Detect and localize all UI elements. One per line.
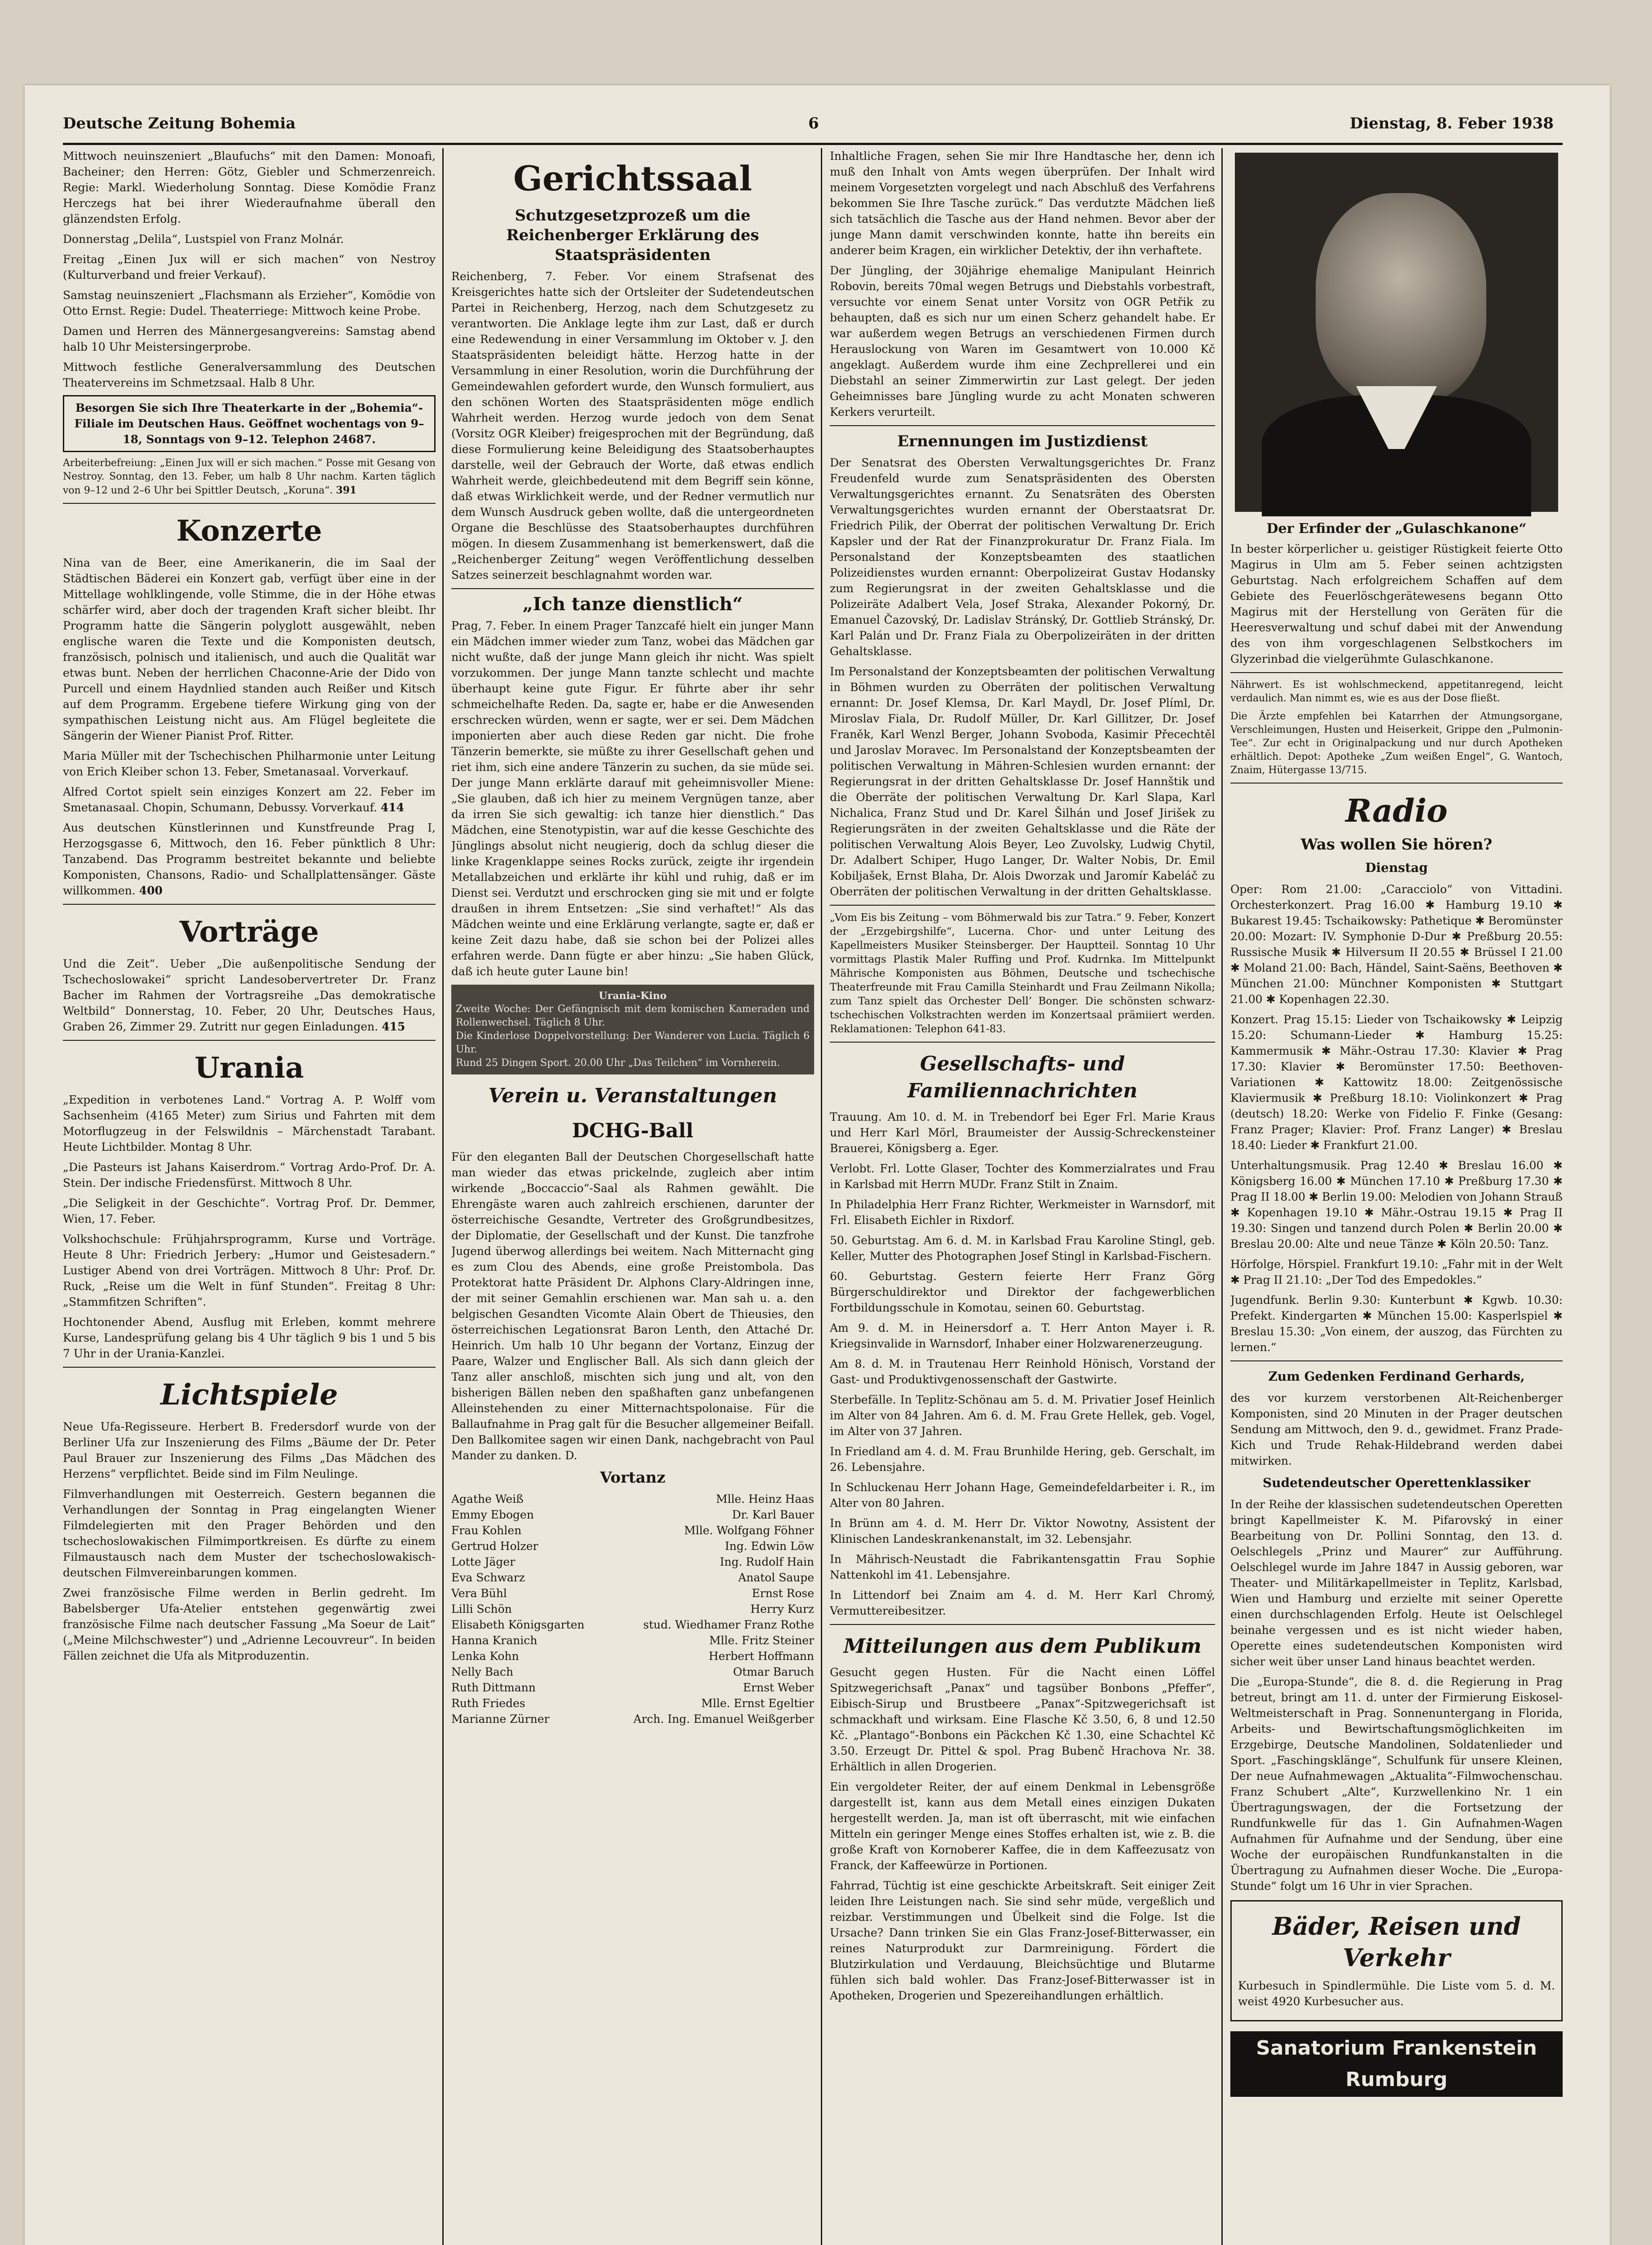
radio-subtitle: Was wollen Sie hören? — [1300, 836, 1493, 854]
vortanz-gentleman: Mlle. Ernst Egeltier — [701, 1697, 814, 1710]
section-title-publikum: Mitteilungen aus dem Publikum — [843, 1635, 1202, 1658]
vortanz-lady: Emmy Ebogen — [451, 1508, 534, 1521]
vortanz-row — [451, 1617, 814, 1633]
urania-item: „Expedition in verbotenes Land.“ Vortrag A. P. Wolff vom Sachsenheim (4165 Meter) zum Sirius und Fahrten mit dem Motorflugzeug in der Felswildnis – Märchenstadt Tarabant. Heute Lichtbilder. Montag 8 Uhr. — [63, 1093, 436, 1153]
section-title-gesellschaft: Gesellschafts- und Familiennachrichten — [907, 1052, 1138, 1102]
cinema-item: Die Kinderlose Doppelvorstellung: Der Wanderer von Lucia. Täglich 6 Uhr. — [456, 1030, 810, 1055]
gesellschaft-item: In Mährisch-Neustadt die Fabrikantensgattin Frau Sophie Nattenkohl im 41. Lebensjahre. — [830, 1553, 1215, 1581]
theater-ticket-box: Besorgen Sie sich Ihre Theaterkarte in der „Bohemia“-Filiale im Deutschen Haus. Geöffnet wochentags von 9–18, Sonntags von 9–12. Telephon 24687. — [63, 395, 436, 452]
column-rule — [442, 148, 444, 2245]
vortanz-lady: Lenka Kohn — [451, 1650, 519, 1663]
column-4 — [1230, 148, 1563, 2245]
gesellschaft-item: 60. Geburtstag. Gestern feierte Herr Franz Görg Bürgerschuldirektor und Direktor der fachgewerblichen Fortbildungsschule in Komotau, seinen 60. Geburtstag. — [830, 1270, 1215, 1314]
page-number: 6 — [808, 114, 819, 132]
theater-item: Samstag neuinszeniert „Flachsmann als Erzieher“, Komödie von Otto Ernst. Regie: Dudel. Theaterriege: Mittwoch keine Probe. — [63, 289, 436, 317]
gesellschaft-list — [830, 1109, 1215, 1619]
divider — [830, 425, 1215, 426]
gesellschaft-item: In Littendorf bei Znaim am 4. d. M. Herr Karl Chromý, Vermuttereibesitzer. — [830, 1589, 1215, 1617]
vortanz-gentleman: Dr. Karl Bauer — [732, 1508, 814, 1521]
operetten-text: Die „Europa-Stunde“, die 8. d. die Regierung in Prag betreut, bringt am 11. d. unter der Firmierung Eiskosel-Weltmeisterschaft in Prag. Sonnenuntergang in Florida, Arbeits- und Bewirtschaftungsmöglichkeiten im Erzgebirge, Deutsche Mandolinen, Soldatenlieder und Sport. „Faschingsklänge“, Schulfunk für unsere Kleinen, Der neue Aufnahmewagen „Aktualita“-Filmwochenschau. Franz Schubert „Alte“, Kurzwellenkino Nr. 1 ein Übertragungswagen, der die Fortsetzung der Rundfunkwelle für das 1. Gin Aufnahmen-Wagen Aufnahmen für Aufnahme und der Sendung, über eine Woche der europäischen Rundfunkanstalten in die Übertragung zu Aufnahmen dieser Woche. Die „Europa-Stunde“ folgt um 16 Uhr in vier Sprachen. — [1230, 1675, 1563, 1893]
vortanz-lady: Lotte Jäger — [451, 1555, 515, 1568]
theater-item: Damen und Herren des Männergesangvereins: Samstag abend halb 10 Uhr Meistersingerprobe. — [63, 325, 436, 353]
publikum-item: Fahrrad, Tüchtig ist eine geschickte Arbeitskraft. Seit einiger Zeit leiden Ihre Leistungen nach. Sie sind sehr müde, vergeßlich und reizbar. Verstimmungen und Übelkeit sind die Folge. Ist die Ursache? Dann trinken Sie ein Glas Franz-Josef-Bitterwasser, ein reines Naturprodukt zur Darmreinigung. Fördert die Blutzirkulation und Verdauung, Bleichsüchtige und Blutarme fühlen sich bald wohler. Das Franz-Josef-Bitterwasser ist in Apotheken, Drogerien und Spezereihandlungen erhältlich. — [830, 1879, 1215, 2002]
gesellschaft-item: In Brünn am 4. d. M. Herr Dr. Viktor Nowotny, Assistent der Klinischen Landeskrankenanstalt, im 32. Lebensjahr. — [830, 1517, 1215, 1545]
vortrag-item: Und die Zeit“. Ueber „Die außenpolitische Sendung der Tschechoslowakei“ spricht Landesobervertreter Dr. Franz Bacher im Rahmen der Vortragsreihe „Das demokratische Weltbild“ Donnerstag, 10. Feber, 20 Uhr, Deutsches Haus, Graben 26, Zimmer 29. Zutritt nur gegen Einladungen. 415 — [63, 957, 436, 1033]
vortanz-gentleman: Mlle. Fritz Steiner — [709, 1634, 814, 1647]
vortanz-lady: Marianne Zürner — [451, 1712, 550, 1726]
vortanz-row — [451, 1664, 814, 1680]
vortanz-gentleman: Arch. Ing. Emanuel Weißgerber — [633, 1712, 814, 1726]
vortanz-row — [451, 1507, 814, 1523]
ball-name: DCHG-Ball — [572, 1119, 694, 1142]
radio-item: Jugendfunk. Berlin 9.30: Kunterbunt ✱ Kgwb. 10.30: Prefekt. Kindergarten ✱ München 15.00: Kasperlspiel ✱ Breslau 15.30: „Von einem, der auszog, das Fürchten zu lernen.“ — [1230, 1294, 1563, 1354]
cinema-title: Urania-Kino — [599, 990, 667, 1002]
film-item: Zwei französische Filme werden in Berlin gedreht. Im Babelsberger Ufa-Atelier entstehen gegenwärtig zwei französische Filme nach deutscher Fassung „Ma Soeur de Lait“ („Meine Milchschwester“) und „Adrienne Lecouvreur“. In beiden Fällen zeichnet die Ufa als Mitproduzentin. — [63, 1586, 436, 1662]
vortanz-gentleman: Ing. Rudolf Hain — [720, 1555, 814, 1568]
vortanz-lady: Lilli Schön — [451, 1602, 512, 1616]
theater-item: Mittwoch neuinszeniert „Blaufuchs“ mit den Damen: Monoafi, Bacheiner; den Herren: Götz, Giebler und Schmerzenreich. Regie: Markl. Wiederholung Sonntag. Diese Komödie Franz Herczegs hat bei ihrer Wiederaufnahme überall den glänzendsten Erfolg. — [63, 150, 436, 225]
portrait-photo — [1235, 153, 1558, 512]
column-3 — [830, 148, 1215, 2245]
vortanz-gentleman: Ing. Edwin Löw — [725, 1540, 814, 1553]
gesellschaft-item: Am 9. d. M. in Heinersdorf a. T. Herr Anton Mayer i. R. Kriegsinvalide in Warnsdorf, Inhaber einer Holzwarenerzeugung. — [830, 1321, 1215, 1350]
divider — [1230, 783, 1563, 784]
radio-item: Unterhaltungsmusik. Prag 12.40 ✱ Breslau 16.00 ✱ Königsberg 16.00 ✱ München 17.10 ✱ Preßburg 17.30 ✱ Prag II 18.00 ✱ Berlin 19.00: Melodien von Johann Strauß ✱ Kopenhagen 19.10 ✱ Mähr.-Ostrau 19.15 ✱ Prag II 19.30: Singen und tanzend durch Polen ✱ Berlin 20.00 ✱ Breslau 20.00: Alte und neue Tänze ✱ Köln 20.50: Tanz. — [1230, 1159, 1563, 1250]
vortanz-lady: Hanna Kranich — [451, 1634, 537, 1647]
publikum-item: Gesucht gegen Husten. Für die Nacht einen Löffel Spitzwegerichsaft „Panax“ und tagsüber Bonbons „Pfeffer“, Eibisch-Sirup und Brustbeere „Panax“-Spitzwegerichsaft ist schmackhaft und wirksam. Eine Flasche Kč 3.50, 6, 8 und 12.50 Kč. „Plantago“-Bonbons ein Päckchen Kč 1.30, eine Schachtel Kč 3.50. Erzeugt Dr. Pittel & spol. Prag Bubenč Hrachova Nr. 38. Erhältlich in allen Drogerien. — [830, 1666, 1215, 1773]
gerhards-text: des vor kurzem verstorbenen Alt-Reichenberger Komponisten, sind 20 Minuten in der Prager deutschen Sendung am Mittwoch, den 9. d., gewidmet. Franz Prade-Kich und Trude Rehak-Hildebrand werden dabei mitwirken. — [1230, 1391, 1563, 1467]
vortanz-row — [451, 1601, 814, 1617]
cinema-listing-box — [451, 985, 814, 1074]
theater-item: Mittwoch festliche Generalversammlung des Deutschen Theatervereins im Schmetzsaal. Halb 8 Uhr. — [63, 361, 436, 389]
section-title-vortraege: Vorträge — [179, 915, 319, 949]
article-body: Prag, 7. Feber. In einem Prager Tanzcafé hielt ein junger Mann ein Mädchen immer wieder zum Tanz, wobei das Mädchen gar nicht wußte, daß der junge Mann gleich ihr nicht. Was spielt vorzukommen. Der junge Mann tanzte schlecht und machte überhaupt keine gute Figur. Er führte aber ihr sehr schmeichelhafte Reden. Da, sagte er, habe er die Anwesenden erschrecken würden, wenn er sagte, wer er sei. Dem Mädchen imponierten aber auch diese Reden gar nicht. Die frohe Tänzerin bemerkte, sie müßte zu ihrer Gesellschaft gehen und riet ihm, sich eine andere Tänzerin zu suchen, da sie müde sei. Der junge Mann erklärte darauf mit geheimnisvoller Miene: „Sie glauben, daß ich hier zu meinem Vergnügen tanze, aber da irren Sie sich gewaltig: ich tanze hier dienstlich.“ Das Mädchen, eine Stenotypistin, war auf die kesse Geschichte des Jünglings absolut nicht neugierig, doch da schlug dieser die linke Kragenklappe seines Rocks zurück, zeigte ihr irgendein Metallabzeichen und erklärte ihr kühl und ruhig, daß er im Dienst sei. Verdutzt und erschrocken ging sie mit und er folgte draußen in ihrem Entsetzen: „Sie sind verhaftet!“ Als das Mädchen weinte und eine Erklärung verlangte, sagte er, daß er keine Zeit dazu habe, daß sie schon bei der Polizei alles erfahren werde. Dann fügte er aber hinzu: „Sie haben Glück, daß ich heute guter Laune bin! — [451, 619, 814, 978]
gesellschaft-item: Verlobt. Frl. Lotte Glaser, Tochter des Kommerzialrates und Frau in Karlsbad mit Herrn MUDr. Franz Stilt in Znaim. — [830, 1162, 1215, 1191]
film-item: Neue Ufa-Regisseure. Herbert B. Fredersdorf wurde von der Berliner Ufa zur Inszenierung des Films „Bäume der Dr. Peter Paul Brauer zur Inszenierung des Films „Das Mädchen des Herzens“ verpflichtet. Beide sind im Film Neulinge. — [63, 1420, 436, 1480]
vortanz-gentleman: Mlle. Wolfgang Föhner — [684, 1524, 814, 1537]
vortanz-row — [451, 1633, 814, 1648]
vortanz-row — [451, 1695, 814, 1711]
column-rule — [1221, 148, 1223, 2245]
divider — [63, 1367, 436, 1368]
theater-item: Freitag „Einen Jux will er sich machen“ von Nestroy (Kulturverband und freier Verkauf). — [63, 253, 436, 282]
article-headline: Schutzgesetzprozeß um die Reichenberger Erklärung des Staatspräsidenten — [506, 207, 759, 264]
vortanz-lady: Ruth Friedes — [451, 1697, 525, 1710]
radio-day: Dienstag — [1365, 860, 1428, 875]
vortanz-row — [451, 1554, 814, 1570]
sanatorium-banner: Sanatorium Frankenstein Rumburg — [1230, 2031, 1563, 2097]
divider — [830, 905, 1215, 906]
concert-notice: „Vom Eis bis Zeitung – vom Böhmerwald bis zur Tatra.“ 9. Feber, Konzert der „Erzgebirgshilfe“, Lucerna. Chor- und unter Leitung des Kapellmeisters Musiker Steinsberger. Der Hauptteil. Sonntag 10 Uhr vormittags Plastik Maler Ruffing und Prof. Kudrnka. Im Mittelpunkt Mährische Komponisten aus Böhmen, Deutsche und tschechische Theaterfreunde mit Frau Camilla Steinhardt und Frau Zeilmann Nikolla; zum Tanz spielt das Orchester Dell’ Bonger. Die schönsten schwarz-tschechischen Volkstrachten werden im Konzertsaal prämiiert werden. Reklamationen: Telephon 641-83. — [830, 912, 1215, 1035]
article-body: Reichenberg, 7. Feber. Vor einem Strafsenat des Kreisgerichtes hatte sich der Ortsleiter der Sudetendeutschen Partei in Reichenberg, Herzog, nach dem Schutzgesetz zu verantworten. Die Anklage legte ihm zur Last, daß er durch eine Redewendung in einer Versammlung im Oktober v. J. den Staatspräsidenten beleidigt hätte. Herzog hatte in der Versammlung in einer Resolution, worin die Durchführung der Gemeindewahlen gefordert wurde, den Wunsch formuliert, aus den schönen Worten des Staatspräsidenten möge endlich Wahrheit werden. Herzog wurde jedoch von dem Senat (Vorsitz OGR Kleiber) freigesprochen mit der Begründung, daß diese Formulierung keine Beleidigung des Staatsoberhauptes darstelle, weil der Gebrauch der Worte, daß etwas endlich Wahrheit werde, gleichbedeutend mit dem Begriff sein könne, daß etwas Wirklichkeit werde, und der Redner vermutlich nur dem Wunsch Ausdruck geben wollte, daß die untergeordneten Organe die Beschlüsse des Staatsoberhauptes durchführen mögen. In diesem Zusammenhang ist bemerkenswert, daß die „Reichenberger Zeitung“ wegen Veröffentlichung desselben Satzes seinerzeit beschlagnahmt worden war. — [451, 270, 814, 581]
vortanz-gentleman: Otmar Baruch — [733, 1665, 814, 1678]
vortanz-gentleman: Herbert Hoffmann — [709, 1650, 814, 1663]
photo-caption: Der Erfinder der „Gulaschkanone“ — [1266, 521, 1527, 537]
divider — [451, 588, 814, 589]
section-title-radio: Radio — [1345, 792, 1448, 829]
article-body: Für den eleganten Ball der Deutschen Chorgesellschaft hatte man wieder das etwas prickelnde, zugleich aber intim wirkende „Boccaccio“-Saal als Rahmen gewählt. Die Ehrengäste waren auch zahlreich erschienen, darunter der österreichische Gesandte, Vertreter des Großgrundbesitzes, der Diplomatie, der Gesellschaft und der Kunst. Die tanzfrohe Jugend überwog allerdings bei weitem. Nach Mitternacht ging es zum Clou des Abends, eine große Preistombola. Das Protektorat hatte Präsident Dr. Alphons Clary-Aldringen inne, der mit seiner Gemahlin erschienen war. Man sah u. a. den belgischen Gesandten Vicomte Alain Obert de Thieusies, den österreichischen Legationsrat Baron Lenth, den Attaché Dr. Heinrich. Um halb 10 Uhr begann der Vortanz, Einzug der Paare, Walzer und Englischer Ball. Als sich dann gleich der Tanz aller anschloß, mischten sich jung und alt, von den bisherigen Bällen neben den spaßhaften ganz unbefangenen Alleinstehenden zu einer Mitternachtspolonaise. Für die Ballaufnahme in Prag galt für die Besucher allgemeiner Beifall. Den Ballkomitee sagen wir einen Dank, nachgebracht von Paul Mander zu danken. D. — [451, 1150, 814, 1462]
newspaper-name: Deutsche Zeitung Bohemia — [63, 114, 296, 132]
gesellschaft-item: In Philadelphia Herr Franz Richter, Werkmeister in Warnsdorf, mit Frl. Elisabeth Eichler in Rixdorf. — [830, 1198, 1215, 1227]
article-body: Der Jüngling, der 30jährige ehemalige Manipulant Heinrich Robovin, bereits 70mal wegen Betrugs und Diebstahls vorbestraft, versuchte vor einem Senat unter Vorsitz von OGR Petřik zu behaupten, daß es sich nur um einen Scherz gehandelt habe. Er war außerdem wegen Betrugs an verschiedenen Firmen durch Herauslockung von Waren im Gesamtwert von 10.000 Kč angeklagt. Außerdem wurde ihm eine Zechprellerei und ein Diebstahl an seiner Zimmerwirtin zur Last gelegt. Der jeden Geheimnisses bare Jüngling wurde zu acht Monaten schweren Kerkers verurteilt. — [830, 264, 1215, 418]
vortanz-lady: Nelly Bach — [451, 1665, 514, 1678]
urania-item: Hochtonender Abend, Ausflug mit Erleben, kommt mehrere Kurse, Landesprüfung gelang bis 4 Uhr täglich 9 bis 1 und 5 bis 7 Uhr in der Urania-Kanzlei. — [63, 1316, 436, 1360]
vortanz-row — [451, 1585, 814, 1601]
vortanz-row — [451, 1680, 814, 1695]
vortanz-lady: Vera Bühl — [451, 1587, 507, 1600]
column-2 — [451, 148, 814, 2245]
vortanz-row — [451, 1711, 814, 1727]
divider — [63, 1040, 436, 1041]
gesellschaft-item: Sterbefälle. In Teplitz-Schönau am 5. d. M. Privatier Josef Heinlich im Alter von 84 Jahren. Am 6. d. M. Frau Grete Hellek, geb. Vogel, im Alter von 37 Jahren. — [830, 1393, 1215, 1438]
article-body: Inhaltliche Fragen, sehen Sie mir Ihre Handtasche her, denn ich muß den Inhalt von Amts wegen überprüfen. Der Inhalt wird meinem Vorgesetzten vorgelegt und nach Abschluß des Verfahrens bekommen Sie Ihre Tasche zurück.“ Das verdutzte Mädchen ließ sich tatsächlich die Tasche aus der Hand nehmen. Bevor aber der junge Mann damit verschwinden konnte, hatte ihn bereits ein anderer beim Kragen, ein wirklicher Detektiv, der ihn verhaftete. — [830, 150, 1215, 257]
theater-note: Arbeiterbefreiung: „Einen Jux will er sich machen.“ Posse mit Gesang von Nestroy. Sonntag, den 13. Feber, um halb 8 Uhr nachm. Karten täglich von 9–12 und 2–6 Uhr bei Spittler Deutsch, „Koruna“. 391 — [63, 458, 436, 496]
konzert-item: Nina van de Beer, eine Amerikanerin, die im Saal der Städtischen Bäderei ein Konzert gab, verfügt über eine in der Mittellage wohlklingende, volle Stimme, die in der Höhe etwas schärfer wird, aber doch der tragenden Kraft sicher bleibt. Ihr Programm hatte die Sängerin polyglott ausgewählt, neben englische waren die Texte und die Komponisten deutsch, französisch, polnisch und italienisch, und auch die Qualität war etwas bunt. Neben der herrlichen Chaconne-Arie der Dido von Purcell und einem Haydnlied standen auch Reißer und Kitsch auf dem Programm. Ergebene tiefere Wirkung ging von der sympathischen Leistung nicht aus. Am Flügel begleitete die Sängerin der Wiener Pianist Prof. Ritter. — [63, 556, 436, 742]
vortanz-list — [451, 1491, 814, 1727]
vortanz-title: Vortanz — [600, 1469, 665, 1487]
ad-text: Nährwert. Es ist wohlschmeckend, appetitanregend, leicht verdaulich. Man nimmt es, wie es aus der Dose fließt. — [1230, 679, 1563, 704]
vortanz-gentleman: Herry Kurz — [750, 1602, 814, 1616]
section-title-baeder: Bäder, Reisen und Verkehr — [1272, 1912, 1521, 1972]
gesellschaft-item: In Friedland am 4. d. M. Frau Brunhilde Hering, geb. Gerschalt, im 26. Lebensjahre. — [830, 1445, 1215, 1474]
vortanz-lady: Gertrud Holzer — [451, 1540, 538, 1553]
portrait-face — [1316, 193, 1486, 404]
theater-notices — [63, 148, 436, 391]
film-item: Filmverhandlungen mit Oesterreich. Gestern begannen die Verhandlungen der Sonntag in Prag eingelangten Wiener Filmdelegierten mit den Prager Behörden und den tschechoslowakischen Filmimportkreisen. Es dürfte zu einem Filmaustausch nach dem Muster der tschechoslowakisch-deutschen Filmvereinbarungen kommen. — [63, 1488, 436, 1579]
divider — [830, 1042, 1215, 1043]
photo-text: In bester körperlicher u. geistiger Rüstigkeit feierte Otto Magirus in Ulm am 5. Feber seinen achtzigsten Geburtstag. Nach erfolgreichem Schaffen auf dem Gebiete des Feuerlöschgerätewesens begann Otto Magirus mit der Herstellung von Geräten für die Heeresverwaltung und schuf dabei mit der Anwendung des von ihm vorgeschlagenen Selbstkochers im Glyzerinbad die vielgerühmte Gulaschkanone. — [1230, 542, 1563, 665]
baeder-box — [1230, 1900, 1563, 2021]
vortanz-lady: Eva Schwarz — [451, 1571, 525, 1584]
operetten-text: In der Reihe der klassischen sudetendeutschen Operetten bringt Kapellmeister K. M. Pifarovský in einer Bearbeitung von Dr. Pollini Sonntag, den 13. d. Oelschlegels „Prinz und Maurer“ zur Aufführung. Oelschlegel wurde im Jahre 1847 in Aussig geboren, war Theater- und Militärkapellmeister in Teplitz, Karlsbad, Wien und Hamburg und erzielte mit seiner Operette einen durchschlagenden Erfolg. Heute ist Oelschlegel beinahe vergessen und es ist nicht wieder haben, Operette eines sudetendeutschen Komponisten wird sicher weit über unser Land hinaus beachtet werden. — [1230, 1498, 1563, 1668]
article-headline: „Ich tanze dienstlich“ — [522, 594, 743, 615]
radio-item: Konzert. Prag 15.15: Lieder von Tschaikowsky ✱ Leipzig 15.20: Schumann-Lieder ✱ Hamburg 15.25: Kammermusik ✱ Mähr.-Ostrau 17.30: Klavier ✱ Prag 17.30: Klavier ✱ Beromünster 17.50: Beethoven-Variationen ✱ Kattowitz 18.00: Zeitgenössische Klaviermusik ✱ Preßburg 18.10: Violinkonzert ✱ Prag (deutsch) 18.20: Werke von Fidelio F. Finke (Gesang: Franz Prager; Klavier: Prof. Franz Langer) ✱ Breslau 18.40: Lieder ✱ Frankfurt 21.00. — [1230, 1013, 1563, 1152]
ad-text: Die Ärzte empfehlen bei Katarrhen der Atmungsorgane, Verschleimungen, Husten und Heiserkeit, Grippe den „Pulmonin-Tee“. Zur echt in Originalpackung und nur durch Apotheken erhältlich. Depot: Apotheke „Zum weißen Engel“, G. Wantoch, Znaim, Hütergasse 13/715. — [1230, 711, 1563, 776]
konzert-item: Alfred Cortot spielt sein einziges Konzert am 22. Feber im Smetanasaal. Chopin, Schumann, Debussy. Vorverkauf. 414 — [63, 785, 436, 814]
vortanz-row — [451, 1491, 814, 1507]
section-title-lichtspiele: Lichtspiele — [160, 1378, 338, 1412]
cinema-item: Rund 25 Dingen Sport. 20.00 Uhr „Das Teilchen“ im Vornherein. — [456, 1057, 780, 1069]
column-1 — [63, 148, 436, 2245]
divider — [1230, 1360, 1563, 1361]
kurbesuch-text: Kurbesuch in Spindlermühle. Die Liste vom 5. d. M. weist 4920 Kurbesucher aus. — [1238, 1979, 1555, 2008]
section-title-urania: Urania — [194, 1051, 304, 1085]
gesellschaft-item: 50. Geburtstag. Am 6. d. M. in Karlsbad Frau Karoline Stingl, geb. Keller, Mutter des Photographen Josef Stingl in Karlsbad-Fischern. — [830, 1234, 1215, 1263]
section-title-gerichtssaal: Gerichtssaal — [513, 158, 752, 198]
ernennungen-title: Ernennungen im Justizdienst — [897, 432, 1148, 450]
divider — [1230, 672, 1563, 673]
vortanz-lady: Ruth Dittmann — [451, 1681, 536, 1694]
urania-item: „Die Pasteurs ist Jahans Kaiserdrom.“ Vortrag Ardo-Prof. Dr. A. Stein. Der indische Friedensfürst. Mittwoch 8 Uhr. — [63, 1161, 436, 1189]
konzert-item: Aus deutschen Künstlerinnen und Kunstfreunde Prag I, Herzogsgasse 6, Mittwoch, den 16. Feber pünktlich 8 Uhr: Tanzabend. Das Programm bestreitet bekannte und beliebte Komponisten, Chansons, Radio- und Schallplattensänger. Gäste willkommen. 400 — [63, 821, 436, 897]
vortanz-row — [451, 1648, 814, 1664]
radio-item: Hörfolge, Hörspiel. Frankfurt 19.10: „Fahr mit in der Welt ✱ Prag II 21.10: „Der Tod des Empedokles.“ — [1230, 1258, 1563, 1286]
vortanz-lady: Agathe Weiß — [451, 1492, 524, 1505]
gerhards-title: Zum Gedenken Ferdinand Gerhards, — [1268, 1369, 1525, 1384]
section-title-vereine: Verein u. Veranstaltungen — [488, 1084, 777, 1107]
divider — [63, 904, 436, 905]
konzert-item: Maria Müller mit der Tschechischen Philharmonie unter Leitung von Erich Kleiber schon 13. Feber, Smetanasaal. Vorverkauf. — [63, 749, 436, 778]
running-header — [63, 114, 1554, 141]
vortanz-gentleman: Ernst Rose — [752, 1587, 814, 1600]
divider — [830, 1624, 1215, 1625]
vortanz-row — [451, 1570, 814, 1585]
header-rule — [63, 143, 1563, 145]
gesellschaft-item: In Schluckenau Herr Johann Hage, Gemeindefeldarbeiter i. R., im Alter von 80 Jahren. — [830, 1481, 1215, 1510]
vortanz-gentleman: Mlle. Heinz Haas — [716, 1492, 814, 1505]
divider — [63, 503, 436, 504]
vortanz-gentleman: Ernst Weber — [743, 1681, 814, 1694]
theater-item: Donnerstag „Delila“, Lustspiel von Franz Molnár. — [63, 233, 344, 246]
radio-item: Oper: Rom 21.00: „Caracciolo“ von Vittadini. Orchesterkonzert. Prag 16.00 ✱ Hamburg 19.10 ✱ Bukarest 19.45: Tschaikowsky: Pathetique ✱ Beromünster 20.00: Mozart: IV. Symphonie D-Dur ✱ Preßburg 20.55: Russische Musik ✱ Hilversum II 20.55 ✱ Brüssel I 21.00 ✱ Moland 21.00: Bach, Händel, Saint-Saëns, Beethoven ✱ München 21.00: Münchner Komponisten ✱ Stuttgart 21.00 ✱ Kopenhagen 22.30. — [1230, 883, 1563, 1006]
urania-item: Volkshochschule: Frühjahrsprogramm, Kurse und Vorträge. Heute 8 Uhr: Friedrich Jerbery: „Humor und Geistesadern.“ Lustiger Abend von drei Vorträgen. Mittwoch 8 Uhr: Prof. Dr. Ruck, „Reise um die Welt in fünf Stunden“. Freitag 8 Uhr: „Stammfitzen Schriften“. — [63, 1233, 436, 1308]
ernennung-item: Im Personalstand der Konzeptsbeamten der politischen Verwaltung in Böhmen wurden zu Oberräten der politischen Verwaltung ernannt: Dr. Josef Klemsa, Dr. Karl Maydl, Dr. Josef Plíml, Dr. Miroslav Fiala, Dr. Rudolf Müller, Dr. Karl Gillitzer, Dr. Josef Franěk, Karl Wenzl Berger, Johann Svoboda, Kasimir Přecechtěl und Jaroslav Moravec. Im Personalstand der Konzeptsbeamten der politischen Verwaltung in Mähren-Schlesien wurden ernannt: der Regierungsrat in der dritten Gehaltsklasse Dr. Josef Hannštik und die Oberräte der politischen Verwaltung Dr. Karl Slapa, Karl Nichalica, Franz Stud und Dr. Karel Šilhán und Josef Jirišek zu Regierungsräten in der zweiten Gehaltsklasse und die Räte der politischen Verwaltung Alois Beyer, Leo Zuvolsky, Ludwig Chytil, Dr. Adalbert Schiper, Hugo Langer, Dr. Walter Nobis, Dr. Emil Kobiljašek, Ernst Blaha, Dr. Alois Dworzak und Jaromír Kabeláč zu Oberräten der politischen Verwaltung in der dritten Gehaltsklasse. — [830, 665, 1215, 898]
gesellschaft-item: Am 8. d. M. in Trautenau Herr Reinhold Hönisch, Vorstand der Gast- und Produktivgenossenschaft der Gastwirte. — [830, 1357, 1215, 1386]
column-rule — [821, 148, 822, 2245]
urania-item: „Die Seligkeit in der Geschichte“. Vortrag Prof. Dr. Demmer, Wien, 17. Feber. — [63, 1197, 436, 1225]
publikum-item: Ein vergoldeter Reiter, der auf einem Denkmal in Lebensgröße dargestellt ist, kann aus dem Metall eines einzigen Dukaten hergestellt werden. Ja, man ist oft überrascht, mit wie einfachen Mitteln ein geringer Menge eines Stoffes erhalten ist, wie z. B. die große Kraft von Kornoberer Kaffee, die in dem Kaffeezusatz von Franck, der Kaffeewürze in Portionen. — [830, 1780, 1215, 1872]
vortanz-lady: Frau Kohlen — [451, 1524, 522, 1537]
operetten-title: Sudetendeutscher Operettenklassiker — [1263, 1475, 1530, 1490]
vortanz-row — [451, 1538, 814, 1554]
vortanz-lady: Elisabeth Königsgarten — [451, 1618, 585, 1631]
cinema-item: Zweite Woche: Der Gefängnisch mit dem komischen Kameraden und Rollenwechsel. Täglich 8 Uhr. — [456, 1004, 810, 1028]
vortanz-gentleman: Anatol Saupe — [738, 1571, 814, 1584]
ernennung-item: Der Senatsrat des Obersten Verwaltungsgerichtes Dr. Franz Freudenfeld wurde zum Senatspräsidenten des Obersten Verwaltungsgerichtes ernannt. Zu Senatsräten des Obersten Verwaltungsgerichtes wurden ernannt der Oberstaatsrat Dr. Friedrich Pilik, der Oberrat der politischen Verwaltung Dr. Erich Kapsler und der Rat der Finanzprokuratur Dr. Franz Fiala. Im Personalstand der Konzeptsbeamten des staatlichen Polizeidienstes wurden ernannt: Oberpolizeirat Gustav Hodansky zum Regierungsrat in der zweiten Gehaltsklasse und die Polizeiräte Adalbert Vela, Josef Straka, Alexander Pokorný, Dr. Emanuel Čazovský, Dr. Ladislav Stránský, Dr. Gottlieb Stránský, Dr. Karl Palán und Dr. Franz Fiala zu Oberpolizeiräten in der dritten Gehaltsklasse. — [830, 456, 1215, 658]
gesellschaft-item: Trauung. Am 10. d. M. in Trebendorf bei Eger Frl. Marie Kraus und Herr Karl Mörl, Braumeister der Aussig-Schreckensteiner Brauerei, Königsberg a. Eger. — [830, 1110, 1215, 1155]
vortanz-gentleman: stud. Wiedhamer Franz Rothe — [643, 1618, 814, 1631]
section-title-konzerte: Konzerte — [176, 514, 322, 548]
vortanz-row — [451, 1523, 814, 1538]
issue-date: Dienstag, 8. Feber 1938 — [1349, 114, 1554, 132]
